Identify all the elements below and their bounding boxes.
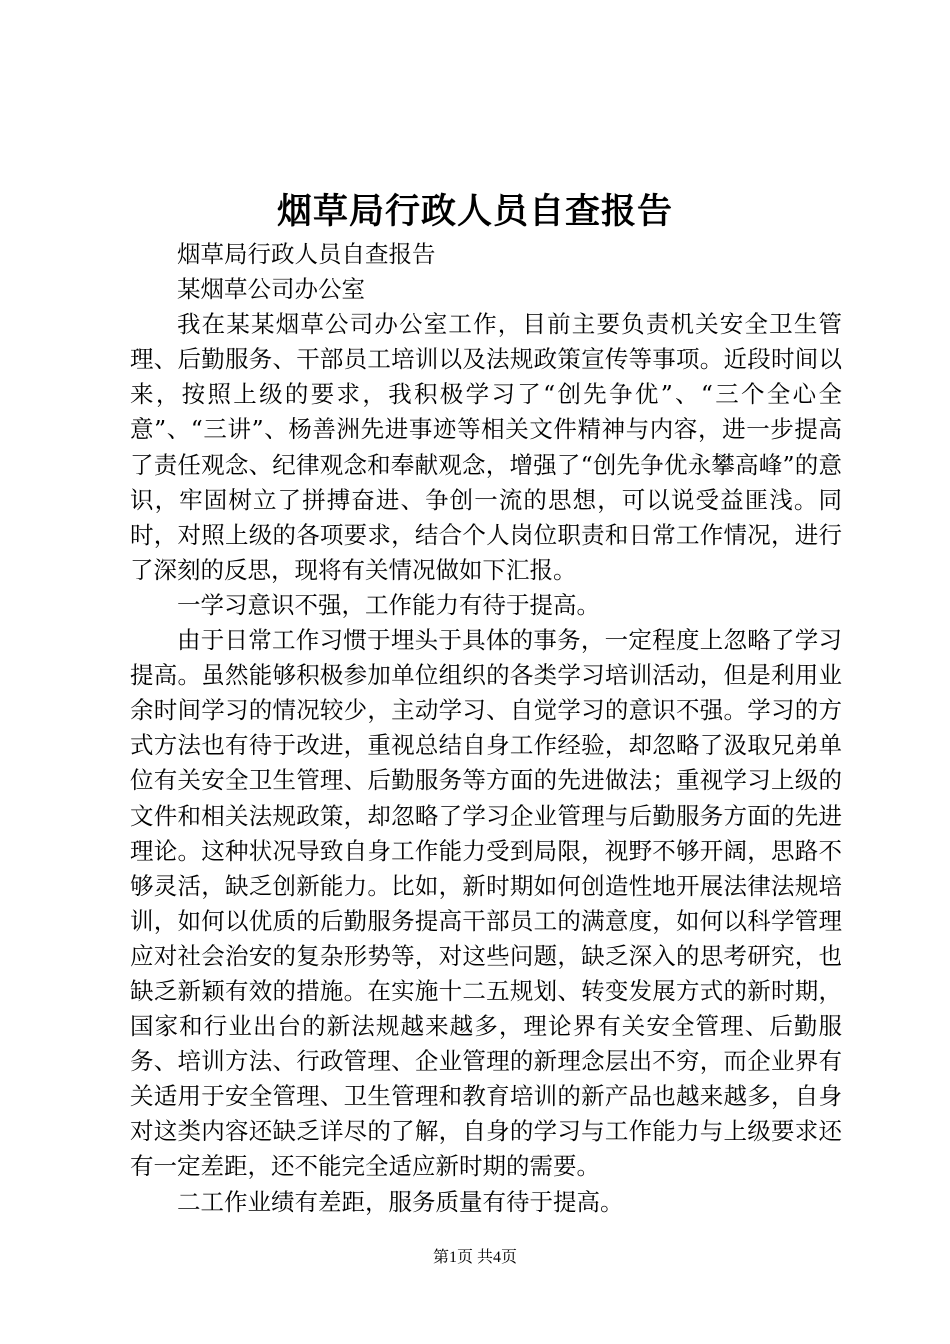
paragraph-author: 某烟草公司办公室 [177,275,365,304]
paragraph-section-1: 由于日常工作习惯于埋头于具体的事务，一定程度上忽略了学习提高。虽然能够积极参加单位组织的各类学习培训活动，但是利用业余时间学习的情况较少，主动学习、自觉学习的意识不强。学习的方式方法也有待于改进，重视总结自身工作经验，却忽略了汲取兄弟单位有关安全卫生管理、后勤服务等方面的先进做法；重视学习上级的文件和相关法规政策，却忽略了学习企业管理与后勤服务方面的先进理论。这种状况导致自身工作能力受到局限，视野不够开阔，思路不够灵活，缺乏创新能力。比如，新时期如何创造性地开展法律法规培训，如何以优质的后勤服务提高干部员工的满意度，如何以科学管理应对社会治安的复杂形势等，对这些问题，缺乏深入的思考研究，也缺乏新颖有效的措施。在实施十二五规划、转变发展方式的新时期，国家和行业出台的新法规越来越多，理论界有关安全管理、后勤服务、培训方法、行政管理、企业管理的新理念层出不穷，而企业界有关适用于安全管理、卫生管理和教育培训的新产品也越来越多，自身对这类内容还缺乏详尽的了解，自身的学习与工作能力与上级要求还有一定差距，还不能完全适应新时期的需要。 [130,626,842,1181]
section-heading-1: 一学习意识不强，工作能力有待于提高。 [177,590,600,619]
document-title: 烟草局行政人员自查报告 [276,191,673,232]
paragraph-subtitle: 烟草局行政人员自查报告 [177,240,436,268]
paragraph-intro: 我在某某烟草公司办公室工作，目前主要负责机关安全卫生管理、后勤服务、干部员工培训以及法规政策宣传等事项。近段时间以来，按照上级的要求，我积极学习了“创先争优”、“三个全心全意”、“三讲”、杨善洲先进事迹等相关文件精神与内容，进一步提高了责任观念、纪律观念和奉献观念，增强了“创先争优永攀高峰”的意识，牢固树立了拼搏奋进、争创一流的思想，可以说受益匪浅。同时，对照上级的各项要求，结合个人岗位职责和日常工作情况，进行了深刻的反思，现将有关情况做如下汇报。 [130,310,842,584]
document-body [130,237,842,1220]
section-heading-2: 二工作业绩有差距，服务质量有待于提高。 [177,1187,624,1216]
page-footer: 第1页 共4页 [432,1249,517,1266]
